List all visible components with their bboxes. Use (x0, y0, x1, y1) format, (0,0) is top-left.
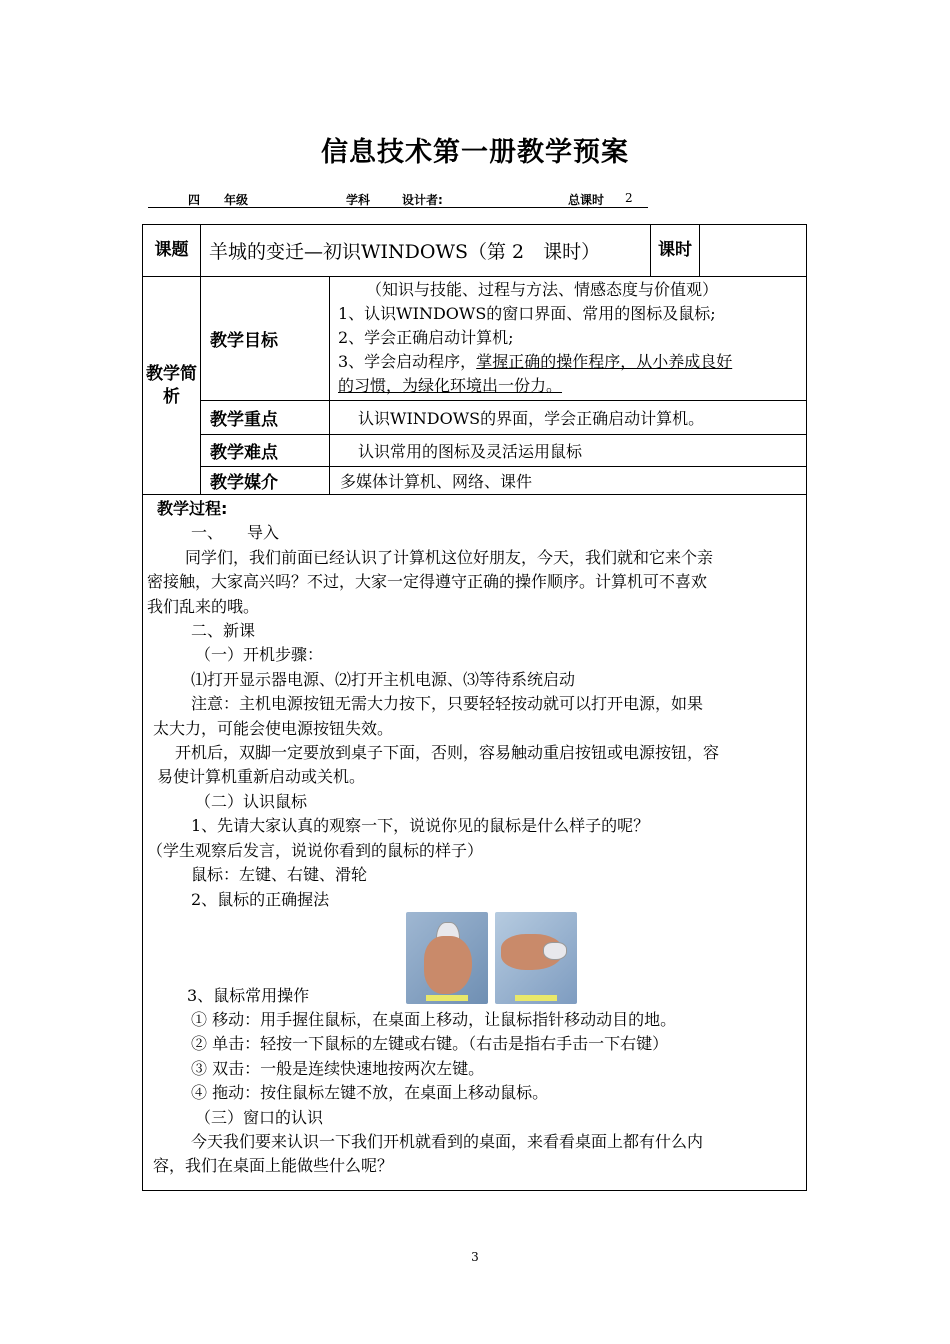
key-point-value: 认识WINDOWS的界面，学会正确启动计算机。 (330, 401, 807, 435)
grade-label: 年级 (224, 193, 249, 207)
process-line: （二）认识鼠标 (195, 791, 308, 811)
designer-label: 设计者: (402, 193, 443, 207)
process-line: 容，我们在桌面上能做些什么呢？ (153, 1156, 394, 1176)
process-line: ③ 双击：一般是连续快速地按两次左键。 (191, 1058, 485, 1078)
objectives-line: 的习惯，为绿化环境出一份力。 (338, 375, 563, 395)
objectives-cell (330, 277, 807, 401)
total-periods-label: 总课时 (568, 193, 605, 207)
process-line: 3、鼠标常用操作 (187, 985, 310, 1005)
lesson-plan-table (142, 224, 807, 1191)
difficulty-value: 认识常用的图标及灵活运用鼠标 (330, 435, 807, 467)
teaching-process (143, 495, 807, 1191)
process-line: 注意：主机电源按钮无需大力按下，只要轻轻按动就可以打开电源，如果 (191, 694, 704, 714)
process-line: 一、 导入 (191, 523, 280, 543)
grade-number: 四 (188, 193, 201, 207)
page-title: 信息技术第一册教学预案 (321, 137, 629, 168)
subject-label: 学科 (346, 193, 371, 207)
media-label: 教学媒介 (201, 467, 330, 495)
lesson-meta-line (148, 189, 648, 208)
process-line: ② 单击：轻按一下鼠标的左键或右键。（右击是指右手击一下右键） (191, 1034, 669, 1054)
process-line: ① 移动：用手握住鼠标，在桌面上移动，让鼠标指针移动动目的地。 (191, 1009, 677, 1029)
topic-value: 羊城的变迁—初识WINDOWS（第 2 课时） (201, 225, 651, 277)
process-line: 鼠标：左键、右键、滑轮 (191, 865, 368, 885)
process-line: 同学们，我们前面已经认识了计算机这位好朋友，今天，我们就和它来个亲 (185, 547, 714, 567)
media-value: 多媒体计算机、网络、课件 (330, 467, 807, 495)
process-line: 今天我们要来认识一下我们开机就看到的桌面，来看看桌面上都有什么内 (191, 1131, 704, 1151)
objectives-line: 3、学会启动程序，掌握正确的操作程序，从小养成良好 (338, 351, 733, 371)
process-line: （一）开机步骤： (195, 645, 324, 665)
page-number: 3 (471, 1250, 479, 1264)
process-line: 1、先请大家认真的观察一下，说说你见的鼠标是什么样子的呢？ (191, 816, 650, 836)
process-line: 密接触，大家高兴吗？不过，大家一定得遵守正确的操作顺序。计算机可不喜欢 (147, 572, 708, 592)
objectives-line: （知识与技能、过程与方法、情感态度与价值观） (366, 279, 719, 299)
mouse-grip-photo-2 (495, 912, 577, 1004)
process-line: （三）窗口的认识 (195, 1107, 324, 1127)
summary-label: 教学简析 (143, 277, 201, 495)
process-line: 2、鼠标的正确握法 (191, 889, 330, 909)
process-line: 二、新课 (191, 621, 256, 641)
key-point-label: 教学重点 (201, 401, 330, 435)
process-line: 易使计算机重新启动或关机。 (157, 767, 366, 787)
process-line: ⑴打开显示器电源、⑵打开主机电源、⑶等待系统启动 (191, 669, 576, 689)
process-line: （学生观察后发言，说说你看到的鼠标的样子） (147, 840, 484, 860)
process-heading: 教学过程: (157, 499, 228, 518)
process-line: 我们乱来的哦。 (147, 596, 260, 616)
mouse-grip-photo-1 (406, 912, 488, 1004)
process-line: 太大力，可能会使电源按钮失效。 (153, 718, 394, 738)
objectives-line: 1、认识WINDOWS的窗口界面、常用的图标及鼠标; (338, 303, 716, 323)
difficulty-label: 教学难点 (201, 435, 330, 467)
mouse-grip-photos (147, 912, 802, 1008)
objectives-label: 教学目标 (201, 277, 330, 401)
process-line: ④ 拖动：按住鼠标左键不放，在桌面上移动鼠标。 (191, 1083, 549, 1103)
period-label: 课时 (651, 225, 700, 277)
objectives-line: 2、学会正确启动计算机; (338, 327, 514, 347)
topic-label: 课题 (143, 225, 201, 277)
period-value (700, 225, 807, 277)
total-periods-value: 2 (625, 191, 633, 205)
process-line: 开机后，双脚一定要放到桌子下面，否则，容易触动重启按钮或电源按钮，容 (175, 743, 720, 763)
